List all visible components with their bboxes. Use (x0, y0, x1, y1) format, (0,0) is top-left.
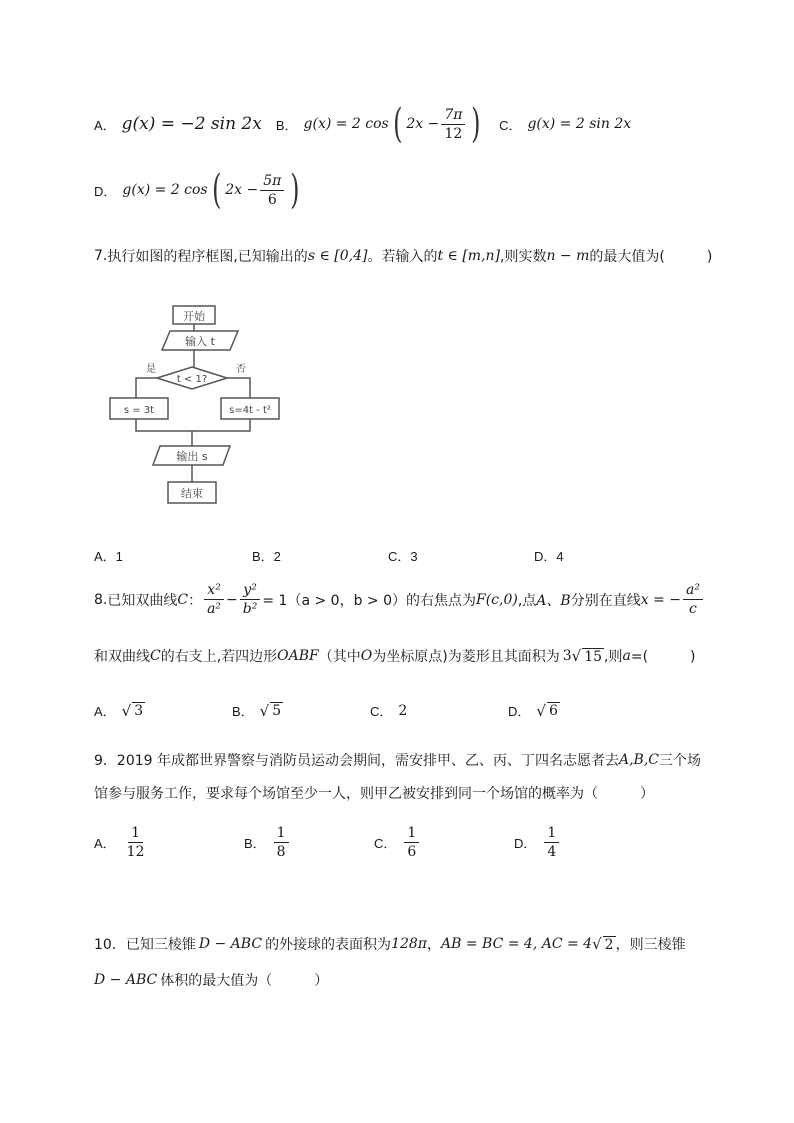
q9-stem-line1 (94, 750, 701, 770)
q8-text: =( ) (630, 649, 696, 665)
q9-venues: A,B,C (618, 752, 659, 768)
q9-text: 三个场 (659, 753, 701, 769)
fraction-denominator: a² (207, 601, 222, 617)
q8-text: 的右支上,若四边形 (160, 649, 278, 665)
q8-variable-a: a (622, 648, 631, 664)
q7-option-d: D．4 (534, 549, 564, 564)
flow-yes-label: 是 (146, 364, 156, 375)
q8-option-d (508, 701, 560, 720)
q6-option-d-expr: g(x) = 2 cos (122, 182, 208, 198)
q9-options (94, 824, 561, 861)
q7-option-c: C．3 (388, 549, 418, 564)
option-radicand: 3 (134, 703, 144, 719)
q10-tetrahedron: D − ABC (198, 936, 263, 952)
q10-text: 体积的最大值为（ ） (160, 973, 329, 989)
option-radicand: 6 (548, 703, 558, 719)
q9-option-d (514, 824, 561, 861)
option-label: D． (508, 704, 531, 719)
fraction-numerator: 1 (274, 824, 289, 843)
fraction-numerator: 5π (260, 172, 284, 191)
fraction-denominator: b² (242, 601, 258, 617)
radical-sign: √ (121, 701, 132, 720)
q6-option-d-label: D． (94, 183, 117, 199)
q8-text: = 1（a > 0，b > 0）的右焦点为 (262, 592, 476, 609)
flow-right-process-text: s=4t - t² (229, 405, 271, 416)
q7-expression: n − m (546, 248, 590, 264)
q8-option-c (370, 701, 508, 720)
q10-text: ， (427, 937, 441, 953)
q6-option-d-fraction (260, 172, 284, 209)
q8-focus: F(c,0) (476, 591, 518, 608)
q10-text: ，则三棱锥 (615, 937, 686, 953)
q10-text: 10．已知三棱锥 (94, 937, 196, 953)
q8-area-radicand: 15 (584, 648, 603, 665)
q6-option-a-expr: g(x) = −2 sin 2x (121, 114, 262, 134)
q6-option-a (94, 114, 262, 134)
fraction-denominator: 12 (126, 844, 145, 860)
left-paren: ( (211, 167, 222, 213)
q6-option-b-label: B． (275, 117, 298, 133)
q10-surface-area: 128π (391, 936, 427, 952)
q7-text: 。若输入的 (367, 249, 438, 265)
q8-stem-line1 (94, 581, 705, 618)
flow-input-text: 输入 t (185, 335, 215, 348)
q6-options-row2 (94, 167, 304, 213)
flow-output-text: 输出 s (176, 450, 208, 463)
left-paren: ( (392, 101, 403, 147)
option-label: C． (374, 836, 397, 851)
fraction-numerator: 1 (544, 824, 559, 843)
q8-text: ： (188, 592, 203, 609)
radical-sign: √ (592, 935, 602, 953)
q8-text: 已知双曲线 (107, 592, 178, 609)
fraction-numerator: 1 (404, 824, 419, 843)
q6-option-c-expr: g(x) = 2 sin 2x (527, 116, 632, 132)
q7-option-b: B．2 (252, 549, 281, 564)
q8-option-b (232, 701, 370, 720)
q7-output-range: s ∈ [0,4] (307, 248, 368, 264)
q8-text: ,点 (517, 592, 537, 609)
q6-option-c (499, 115, 631, 134)
q7-text: 执行如图的程序框图,已知输出的 (107, 249, 308, 265)
q6-option-d (94, 167, 304, 213)
q7-options (94, 546, 570, 565)
radical-sign: √ (259, 701, 270, 720)
q8-origin: O (360, 648, 373, 664)
q8-text: 分别在直线 (570, 592, 641, 609)
q8-area-coef: 3 (562, 648, 572, 664)
q7-text: 的最大值为( ) (589, 249, 713, 265)
q8-curve-name: C (177, 591, 189, 608)
q9-option-b (244, 824, 374, 861)
option-label: D． (514, 836, 537, 851)
q8-fraction-x (204, 581, 224, 618)
fraction-numerator: y² (240, 581, 260, 600)
option-label: A． (94, 704, 116, 719)
flow-end-text: 结束 (181, 487, 203, 500)
question-number: 7. (94, 248, 108, 264)
fraction-numerator: 7π (441, 106, 465, 125)
q7-stem (94, 246, 712, 266)
q10-tetrahedron: D − ABC (94, 972, 158, 988)
fraction-denominator: 6 (407, 844, 417, 860)
fraction-numerator: 1 (128, 824, 143, 843)
option-label: A． (94, 836, 116, 851)
radical-sign: √ (571, 647, 582, 665)
q8-curve-name: C (150, 648, 161, 664)
radical-sign: √ (536, 701, 546, 720)
q6-option-b-inner: 2x − (406, 116, 440, 132)
q8-options (94, 701, 560, 720)
q8-line-eq: x = − (640, 591, 681, 608)
flow-decision-text: t < 1? (176, 374, 208, 385)
q8-fraction-y (240, 581, 261, 618)
fraction-numerator: x² (204, 581, 224, 600)
q8-fraction-line (683, 581, 703, 618)
fraction-numerator: a² (683, 581, 703, 600)
q8-text: 为坐标原点)为菱形且其面积为 (372, 649, 560, 665)
right-paren: ) (471, 101, 481, 147)
q7-option-a: A．1 (94, 549, 123, 564)
q10-edge-conditions: AB = BC = 4, AC = 4 (441, 936, 593, 952)
q6-option-c-label: C． (499, 117, 522, 133)
flow-no-label: 否 (236, 364, 246, 375)
flow-left-process-text: s = 3t (123, 405, 155, 416)
option-label: B． (232, 704, 254, 719)
q6-option-d-inner: 2x − (225, 182, 259, 198)
q8-points: A、B (536, 592, 571, 609)
q9-option-a (94, 824, 244, 861)
q6-option-b (275, 101, 485, 147)
q9-text: 9．2019 年成都世界警察与消防员运动会期间，需安排甲、乙、丙、丁四名志愿者去 (94, 753, 619, 769)
fraction-denominator: 12 (444, 125, 463, 142)
q8-stem-line2 (94, 646, 696, 666)
q8-text: ,则 (604, 649, 623, 665)
q8-quadrilateral: OABF (277, 648, 319, 664)
q7-text: ,则实数 (500, 249, 547, 265)
q6-options-row1 (94, 101, 632, 147)
fraction-denominator: c (689, 601, 697, 617)
q9-stem-line2 (94, 783, 654, 803)
q10-stem-line2 (94, 970, 328, 990)
flow-start-text: 开始 (183, 310, 205, 323)
fraction-denominator: 6 (267, 191, 277, 208)
fraction-denominator: 4 (547, 844, 557, 860)
q8-text: （其中 (318, 649, 361, 665)
option-value: 2 (398, 702, 408, 719)
question-number: 8. (94, 591, 108, 608)
q10-text: 的外接球的表面积为 (265, 937, 392, 953)
q8-text: 和双曲线 (94, 649, 150, 665)
option-radicand: 5 (272, 703, 282, 719)
option-label: C． (370, 704, 393, 719)
fraction-denominator: 8 (276, 844, 286, 860)
q8-option-a (94, 701, 232, 720)
q6-option-a-label: A． (94, 117, 116, 133)
q6-option-b-expr: g(x) = 2 cos (303, 116, 389, 132)
q10-stem-line1 (94, 934, 686, 954)
q7-flowchart (100, 300, 290, 510)
q9-text: 馆参与服务工作，要求每个场馆至少一人，则甲乙被安排到同一个场馆的概率为（ ） (94, 786, 654, 802)
q9-option-c (374, 824, 514, 861)
q7-input-range: t ∈ [m,n] (437, 248, 501, 264)
option-label: B． (244, 836, 266, 851)
right-paren: ) (290, 167, 300, 213)
q6-option-b-fraction (441, 106, 465, 143)
q10-radicand: 2 (604, 936, 614, 953)
q8-minus: − (226, 591, 238, 608)
